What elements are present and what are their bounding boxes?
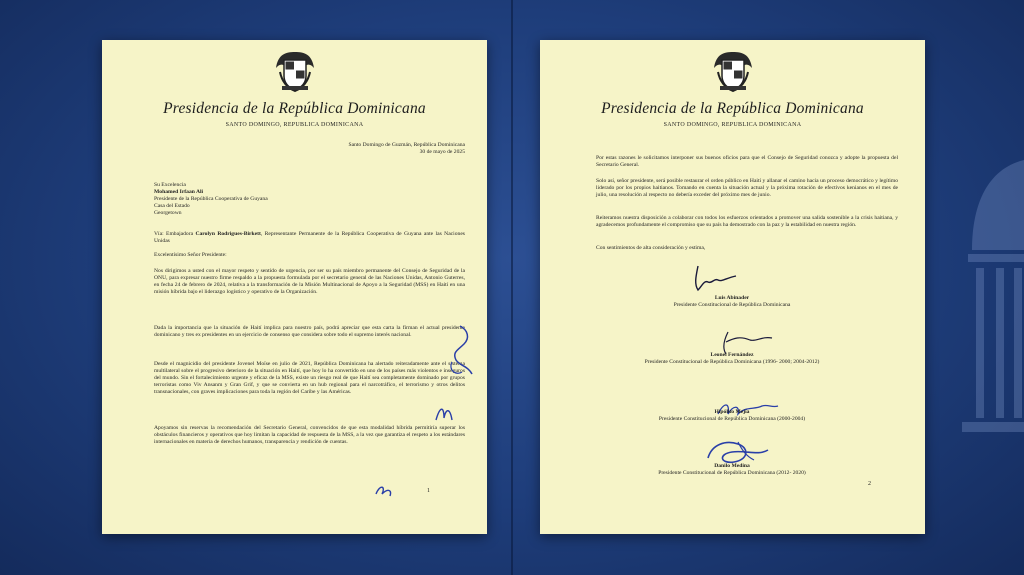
addressee-place: Casa del Estado (154, 203, 190, 209)
via-name: Carolyn Rodrigues-Birkett (195, 231, 261, 237)
signatory-4-title: Presidente Constitucional de República Dominicana (2012- 2020) (658, 470, 806, 476)
page-number: 2 (868, 481, 871, 487)
initials-signature-mark (422, 322, 482, 382)
paragraph-4: Apoyamos sin reservas la recomendación del Secretario General, convencidos de que esta modalidad híbrida permitiría superar los obstáculos financieros y operativos que hoy limitan la capacidad de respuesta de la MSS, a la vez que garantiza el respeto a los estándares internacionales en materia de derechos humanos, transparencia y rendición de cuentas. (154, 425, 465, 445)
letterhead-title: Presidencia de la República Dominicana (163, 100, 426, 117)
coat-of-arms-icon (272, 48, 318, 94)
signatory-4 (602, 463, 862, 477)
page-number: 1 (427, 488, 430, 494)
greeting: Excelentísimo Señor Presidente: (154, 252, 227, 258)
closing-line: Con sentimientos de alta consideración y estima, (596, 245, 706, 251)
signatory-3-title: Presidente Constitucional de República Dominicana (2000-2004) (658, 416, 806, 422)
signatory-1-title: Presidente Constitucional de República Dominicana (673, 302, 791, 308)
addressee-salutation: Su Excelencia (154, 182, 186, 188)
paragraph-2: Dada la importancia que la situación de Haití implica para nuestro país, podrá apreciar que esta carta la firman el actual presidente dominicano y tres ex presidentes en un ejercicio de consenso que considera sobre todo el supremo interés nacional. (154, 325, 465, 338)
addressee-block (154, 182, 268, 217)
initials-mark-footer (372, 480, 398, 500)
coat-of-arms-icon (710, 48, 756, 94)
building-watermark-icon (954, 150, 1024, 480)
signatory-1-name: Luis Abinader (714, 295, 750, 301)
signatory-2 (602, 352, 862, 366)
signatory-2-name: Leonel Fernández (710, 352, 754, 358)
date-block (348, 142, 465, 156)
letterhead-title: Presidencia de la República Dominicana (601, 100, 864, 117)
signatory-2-title: Presidente Constitucional de República Dominicana (1996- 2000; 2004-2012) (644, 359, 820, 365)
paragraph-1: Nos dirigimos a usted con el mayor respeto y sentido de urgencia, por ser su país miembro permanente del Consejo de Seguridad de la ONU, para expresar nuestro firme respaldo a la propuesta formulada por el secretario general de las Naciones Unidas, Antonio Guterres, en fecha 24 de febrero de 2024, relativa a la transformación de la Misión Multinacional de Apoyo a la Seguridad (MSS) en Haití en una misión híbrida bajo el liderazgo logístico y operativo de la Organización. (154, 268, 465, 295)
letter-page-2 (540, 40, 925, 534)
paragraph-2: Solo así, señor presidente, será posible restaurar el orden público en Haití y allanar el camino hacia un proceso democrático y legítimo liderado por los propios haitianos. Tomando en cuenta la situación actual y la próxima rotación de efectivos kenianos en el mes de julio, una resolución al respecto no debería exceder del próximo mes de junio. (596, 178, 898, 198)
via-line (154, 231, 465, 245)
paragraph-1: Por estas razones le solicitamos interponer sus buenos oficios para que el Consejo de Seguridad conozca y adopte la propuesta del Secretario General. (596, 155, 898, 168)
addressee-name: Mohamed Irfaan Ali (154, 189, 204, 195)
signatory-4-name: Danilo Medina (714, 463, 750, 469)
addressee-role: Presidente de la República Cooperativa de Guyana (154, 196, 268, 202)
via-rest: , Representante Permanente de la República Cooperativa de Guyana ante las Naciones Unidas (154, 231, 465, 244)
signatory-3-name: Hipólito Mejía (714, 409, 750, 415)
addressee-city: Georgetown (154, 210, 182, 216)
initials-mark (432, 402, 458, 426)
panel-divider (511, 0, 513, 575)
letterhead-subtitle: SANTO DOMINGO, REPUBLICA DOMINICANA (663, 122, 802, 128)
letter-page-1 (102, 40, 487, 534)
letterhead-subtitle: SANTO DOMINGO, REPUBLICA DOMINICANA (225, 122, 364, 128)
signature-luis-abinader (688, 262, 748, 296)
signatory-3 (602, 409, 862, 423)
signatory-1 (602, 295, 862, 309)
paragraph-3: Desde el magnicidio del presidente Jovenel Moïse en julio de 2021, República Dominicana ha alertado reiteradamente ante el sistema multilateral sobre el progresivo deterioro de la situación en Haití, que hoy lo ha convertido en uno de los países más violentos e inseguros del mundo. Sin el fortalecimiento urgente y eficaz de la MSS, existe un riesgo real de que Haití sea completamente dominado por grupos terroristas como Viv Ansanm y Gran Grif, y que se convierta en un hub regional para el narcotráfico, el terrorismo y otros delitos transnacionales, con graves implicaciones para toda la región del Caribe y las Américas. (154, 361, 465, 395)
date-place: Santo Domingo de Guzmán, República Dominicana (348, 142, 465, 148)
via-prefix: Vía: Embajadora (154, 231, 194, 237)
date-text: 30 de mayo de 2025 (419, 149, 465, 155)
paragraph-3: Reiteramos nuestra disposición a colaborar con todos los esfuerzos orientados a promover una salida sostenible a la crisis haitiana, y agradecemos profundamente el compromiso que su país ha demostrado con la paz y la estabilidad en nuestra región. (596, 215, 898, 228)
